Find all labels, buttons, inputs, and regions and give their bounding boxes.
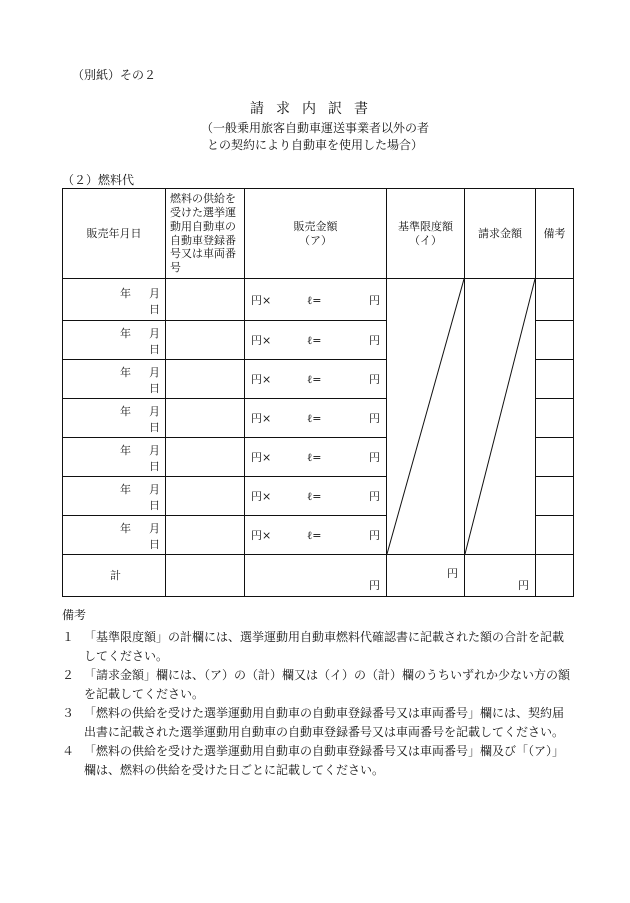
- month-label: 月: [149, 483, 160, 496]
- sales-amount-cell[interactable]: [245, 477, 386, 515]
- note-number: ４: [62, 744, 75, 758]
- header-registration-number: 燃料の供給を受けた選挙運動用自動車の自動車登録番号又は車両番号: [166, 189, 245, 279]
- document-subtitle-1: （一般乗用旅客自動車運送事業者以外の者: [200, 121, 429, 135]
- yen-label: 円: [369, 412, 380, 425]
- header-standard-limit: [387, 189, 465, 279]
- note-text: 「燃料の供給を受けた選挙運動用自動車の自動車登録番号又は車両番号」欄には、契約届出書に記載された選挙運動用自動車の自動車登録番号又は車両番号を記載してください。: [84, 706, 565, 739]
- standard-limit-cell[interactable]: [387, 279, 465, 555]
- note-number: １: [62, 630, 75, 644]
- yen-per-liter-label: 円×: [251, 373, 272, 386]
- registration-number-cell[interactable]: [166, 360, 245, 399]
- year-label: 年: [120, 444, 131, 457]
- annex-label: （別紙）その２: [72, 68, 157, 82]
- sales-amount-cell[interactable]: [245, 321, 386, 359]
- header-sales-amount-mark: （ア）: [299, 233, 332, 247]
- sales-amount-cell[interactable]: [245, 516, 386, 554]
- yen-per-liter-label: 円×: [251, 412, 272, 425]
- day-label: 日: [149, 538, 160, 551]
- day-label: 日: [149, 302, 160, 316]
- section-label: （２）燃料代: [62, 173, 135, 187]
- month-label: 月: [149, 444, 160, 457]
- year-label: 年: [120, 483, 131, 496]
- sales-date-cell[interactable]: [63, 516, 165, 554]
- sales-date-cell[interactable]: [63, 321, 165, 359]
- remarks-cell[interactable]: [536, 438, 574, 477]
- month-label: 月: [149, 327, 160, 340]
- remarks-cell[interactable]: [536, 516, 574, 555]
- liter-label: ℓ=: [307, 293, 322, 307]
- sales-amount-cell[interactable]: [245, 281, 386, 319]
- total-label: 計: [110, 568, 121, 582]
- remarks-cell[interactable]: [536, 279, 574, 321]
- month-label: 月: [149, 405, 160, 418]
- diagonal-line: [465, 279, 535, 554]
- document-title: 請求内訳書: [250, 101, 380, 117]
- sales-amount-cell[interactable]: [245, 399, 386, 437]
- total-label-cell: [63, 557, 165, 595]
- yen-label: 円: [369, 451, 380, 464]
- fuel-cost-table: [62, 188, 574, 597]
- note-item: [62, 628, 572, 666]
- total-row: [63, 555, 574, 597]
- table-header-row: [63, 189, 574, 279]
- total-claim-amount-cell[interactable]: [465, 557, 535, 595]
- registration-number-cell[interactable]: [166, 477, 245, 516]
- liter-label: ℓ=: [307, 412, 322, 425]
- table-row: [63, 279, 574, 321]
- registration-number-cell[interactable]: [166, 321, 245, 360]
- note-item: [62, 742, 572, 780]
- day-label: 日: [149, 499, 160, 512]
- year-label: 年: [120, 366, 131, 379]
- month-label: 月: [149, 522, 160, 535]
- remarks-cell[interactable]: [536, 399, 574, 438]
- claim-amount-cell[interactable]: [465, 279, 536, 555]
- note-item: [62, 704, 572, 742]
- document-subtitle-2: との契約により自動車を使用した場合）: [206, 138, 423, 152]
- year-label: 年: [120, 405, 131, 418]
- sales-date-cell[interactable]: [63, 477, 165, 515]
- yen-label: 円: [369, 334, 380, 347]
- notes-section: [62, 606, 572, 780]
- header-sales-amount: [245, 189, 387, 279]
- liter-label: ℓ=: [307, 451, 322, 464]
- day-label: 日: [149, 460, 160, 473]
- remarks-cell[interactable]: [536, 321, 574, 360]
- liter-label: ℓ=: [307, 334, 322, 347]
- total-claim-yen: 円: [518, 578, 529, 592]
- day-label: 日: [149, 343, 160, 356]
- header-remarks: 備考: [536, 189, 574, 279]
- total-standard-limit-cell[interactable]: [387, 557, 464, 595]
- yen-per-liter-label: 円×: [251, 451, 272, 464]
- yen-label: 円: [369, 373, 380, 386]
- total-sales-yen: 円: [369, 578, 380, 592]
- yen-label: 円: [369, 490, 380, 503]
- header-standard-limit-label: 基準限度額: [398, 219, 453, 233]
- yen-per-liter-label: 円×: [251, 334, 272, 347]
- registration-number-cell[interactable]: [166, 516, 245, 555]
- header-sales-amount-label: 販売金額: [293, 219, 338, 233]
- header-standard-limit-mark: （イ）: [409, 233, 442, 247]
- day-label: 日: [149, 421, 160, 434]
- sales-date-cell[interactable]: [63, 438, 165, 476]
- yen-label: 円: [369, 293, 380, 307]
- header-claim-amount: 請求金額: [465, 189, 536, 279]
- total-limit-yen: 円: [447, 566, 458, 580]
- year-label: 年: [120, 327, 131, 340]
- notes-heading: 備考: [62, 608, 87, 622]
- year-label: 年: [120, 286, 131, 300]
- sales-date-cell[interactable]: [63, 399, 165, 437]
- month-label: 月: [149, 366, 160, 379]
- liter-label: ℓ=: [307, 490, 322, 503]
- note-number: ２: [62, 668, 75, 682]
- remarks-cell[interactable]: [536, 477, 574, 516]
- note-item: [62, 666, 572, 704]
- yen-label: 円: [369, 529, 380, 542]
- sales-date-cell[interactable]: [63, 281, 165, 319]
- year-label: 年: [120, 522, 131, 535]
- total-registration-cell: [166, 555, 245, 597]
- sales-amount-cell[interactable]: [245, 360, 386, 398]
- note-number: ３: [62, 706, 75, 720]
- registration-number-cell[interactable]: [166, 399, 245, 438]
- registration-number-cell[interactable]: [166, 279, 245, 321]
- note-text: 「燃料の供給を受けた選挙運動用自動車の自動車登録番号又は車両番号」欄及び「（ア）」欄は、燃料の供給を受けた日ごとに記載してください。: [84, 744, 565, 777]
- diagonal-line: [387, 279, 464, 554]
- sales-date-cell[interactable]: [63, 360, 165, 398]
- total-sales-amount-cell[interactable]: [245, 557, 386, 595]
- registration-number-cell[interactable]: [166, 438, 245, 477]
- yen-per-liter-label: 円×: [251, 490, 272, 503]
- liter-label: ℓ=: [307, 373, 322, 386]
- remarks-cell[interactable]: [536, 360, 574, 399]
- liter-label: ℓ=: [307, 529, 322, 542]
- day-label: 日: [149, 382, 160, 395]
- month-label: 月: [149, 286, 160, 300]
- note-text: 「基準限度額」の計欄には、選挙運動用自動車燃料代確認書に記載された額の合計を記載してください。: [84, 630, 565, 663]
- total-remarks-cell: [536, 555, 574, 597]
- note-text: 「請求金額」欄には、（ア）の（計）欄又は（イ）の（計）欄のうちいずれか少ない方の額を記載してください。: [84, 668, 571, 701]
- yen-per-liter-label: 円×: [251, 293, 272, 307]
- header-sales-date: 販売年月日: [63, 189, 166, 279]
- yen-per-liter-label: 円×: [251, 529, 272, 542]
- sales-amount-cell[interactable]: [245, 438, 386, 476]
